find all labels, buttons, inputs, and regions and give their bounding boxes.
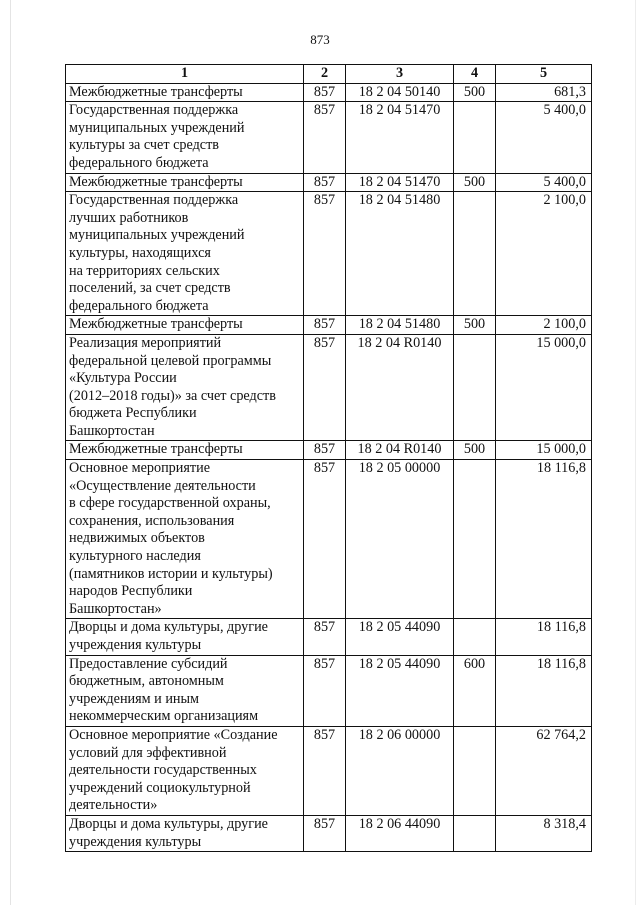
row-target-code-cell: 18 2 04 50140 xyxy=(346,83,454,102)
row-expense-type-cell xyxy=(454,192,496,316)
row-amount-cell: 18 116,8 xyxy=(496,460,592,619)
row-expense-type-cell xyxy=(454,334,496,441)
row-amount-cell: 5 400,0 xyxy=(496,102,592,173)
row-target-code-cell: 18 2 05 44090 xyxy=(346,619,454,655)
row-name-cell: Межбюджетные трансферты xyxy=(66,441,304,460)
row-name-cell: Межбюджетные трансферты xyxy=(66,173,304,192)
row-code-cell: 857 xyxy=(304,83,346,102)
row-code-cell: 857 xyxy=(304,619,346,655)
table-row xyxy=(66,192,592,316)
scan-edge-left xyxy=(10,0,11,905)
row-amount-cell: 18 116,8 xyxy=(496,619,592,655)
row-target-code-cell: 18 2 04 51470 xyxy=(346,173,454,192)
row-name-cell: Предоставление субсидий бюджетным, автономным учреждениям и иным некоммерческим организациям xyxy=(66,655,304,726)
table-row xyxy=(66,334,592,441)
row-target-code-cell: 18 2 05 44090 xyxy=(346,655,454,726)
row-expense-type-cell: 600 xyxy=(454,655,496,726)
header-col-5: 5 xyxy=(496,65,592,84)
row-code-cell: 857 xyxy=(304,815,346,851)
table-row xyxy=(66,726,592,815)
table-row xyxy=(66,83,592,102)
row-amount-cell: 681,3 xyxy=(496,83,592,102)
row-code-cell: 857 xyxy=(304,173,346,192)
row-target-code-cell: 18 2 04 R0140 xyxy=(346,334,454,441)
row-expense-type-cell xyxy=(454,102,496,173)
row-target-code-cell: 18 2 04 R0140 xyxy=(346,441,454,460)
table-row xyxy=(66,173,592,192)
table-row xyxy=(66,460,592,619)
row-code-cell: 857 xyxy=(304,726,346,815)
row-code-cell: 857 xyxy=(304,441,346,460)
row-name-cell: Дворцы и дома культуры, другие учреждения культуры xyxy=(66,619,304,655)
budget-table xyxy=(65,64,592,852)
table-row xyxy=(66,441,592,460)
row-code-cell: 857 xyxy=(304,334,346,441)
header-col-1: 1 xyxy=(66,65,304,84)
row-code-cell: 857 xyxy=(304,316,346,335)
header-col-2: 2 xyxy=(304,65,346,84)
row-name-cell: Государственная поддержка муниципальных учреждений культуры за счет средств федерального бюджета xyxy=(66,102,304,173)
row-code-cell: 857 xyxy=(304,460,346,619)
row-name-cell: Основное мероприятие «Осуществление деятельности в сфере государственной охраны, сохранения, использования недвижимых объектов культурного наследия (памятников истории и культуры) народов Республики Башкортостан» xyxy=(66,460,304,619)
scan-edge-right xyxy=(635,0,636,905)
row-name-cell: Дворцы и дома культуры, другие учреждения культуры xyxy=(66,815,304,851)
row-amount-cell: 62 764,2 xyxy=(496,726,592,815)
row-name-cell: Государственная поддержка лучших работников муниципальных учреждений культуры, находящихся на территориях сельских поселений, за счет средств федерального бюджета xyxy=(66,192,304,316)
row-expense-type-cell xyxy=(454,619,496,655)
row-expense-type-cell xyxy=(454,460,496,619)
row-target-code-cell: 18 2 04 51480 xyxy=(346,316,454,335)
row-name-cell: Реализация мероприятий федеральной целевой программы «Культура России (2012–2018 годы)» за счет средств бюджета Республики Башкортостан xyxy=(66,334,304,441)
row-target-code-cell: 18 2 05 00000 xyxy=(346,460,454,619)
row-amount-cell: 18 116,8 xyxy=(496,655,592,726)
table-body xyxy=(66,83,592,852)
header-col-4: 4 xyxy=(454,65,496,84)
row-expense-type-cell: 500 xyxy=(454,316,496,335)
row-code-cell: 857 xyxy=(304,655,346,726)
row-name-cell: Основное мероприятие «Создание условий для эффективной деятельности государственных учреждений социокультурной деятельности» xyxy=(66,726,304,815)
row-target-code-cell: 18 2 04 51480 xyxy=(346,192,454,316)
table-header xyxy=(66,65,592,84)
row-amount-cell: 2 100,0 xyxy=(496,192,592,316)
header-row xyxy=(66,65,592,84)
row-name-cell: Межбюджетные трансферты xyxy=(66,316,304,335)
row-amount-cell: 5 400,0 xyxy=(496,173,592,192)
row-code-cell: 857 xyxy=(304,102,346,173)
table-row xyxy=(66,102,592,173)
table-row xyxy=(66,655,592,726)
row-expense-type-cell: 500 xyxy=(454,173,496,192)
row-expense-type-cell: 500 xyxy=(454,441,496,460)
row-amount-cell: 15 000,0 xyxy=(496,441,592,460)
row-expense-type-cell xyxy=(454,726,496,815)
row-amount-cell: 2 100,0 xyxy=(496,316,592,335)
header-col-3: 3 xyxy=(346,65,454,84)
table-row xyxy=(66,316,592,335)
row-code-cell: 857 xyxy=(304,192,346,316)
row-expense-type-cell: 500 xyxy=(454,83,496,102)
page-number: 873 xyxy=(310,32,330,47)
table-row xyxy=(66,619,592,655)
table-row xyxy=(66,815,592,851)
row-amount-cell: 8 318,4 xyxy=(496,815,592,851)
row-amount-cell: 15 000,0 xyxy=(496,334,592,441)
row-target-code-cell: 18 2 04 51470 xyxy=(346,102,454,173)
row-target-code-cell: 18 2 06 00000 xyxy=(346,726,454,815)
row-name-cell: Межбюджетные трансферты xyxy=(66,83,304,102)
row-expense-type-cell xyxy=(454,815,496,851)
row-target-code-cell: 18 2 06 44090 xyxy=(346,815,454,851)
